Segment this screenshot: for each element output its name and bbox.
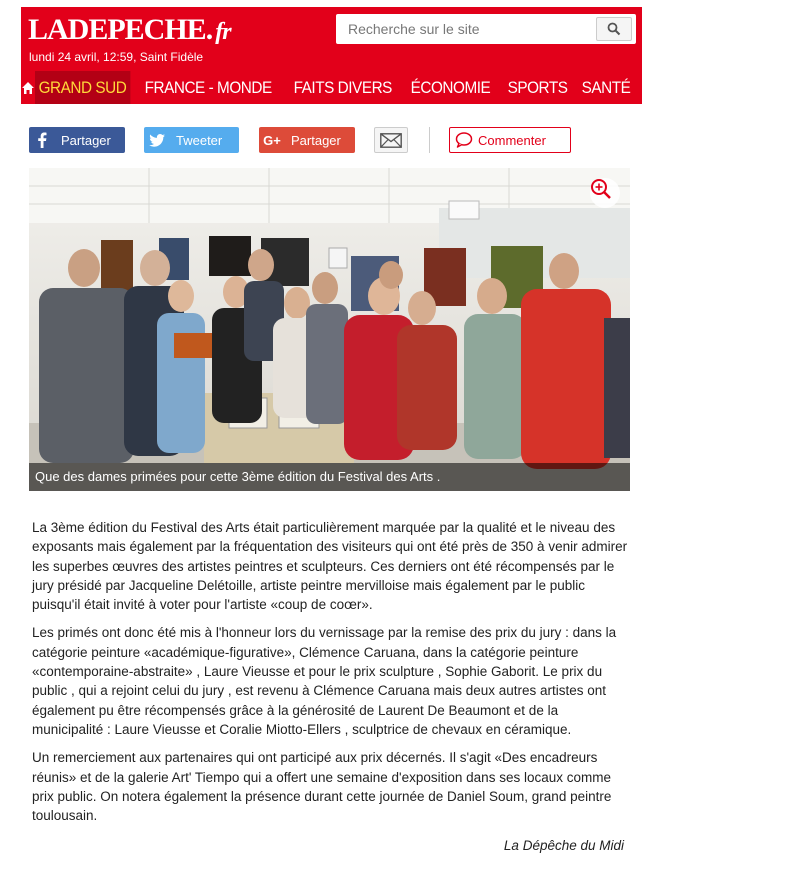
article-paragraph: Les primés ont donc été mis à l'honneur lors du vernissage par la remise des prix du jury : dans la catégorie peinture «académique-figurative», Clémence Caruana, dans la catégorie peinture «contemporaine-abstraite» , Laure Vieusse et pour le prix sculpture , Sophie Gaborit. Le prix du public , qui a rejoint celui du jury , est revenu à Clémence Caruana mais deux autres artistes ont également pu être récompensés grâce à la générosité de Laurent De Beaumont et de la municipalité : Laure Vieusse et Coralie Miotto-Ellers , sculptrice de chevaux en céramique. xyxy=(32,625,617,737)
search-button[interactable] xyxy=(596,17,632,41)
share-twitter-button[interactable] xyxy=(144,127,239,153)
share-divider xyxy=(429,127,430,153)
share-email-button[interactable] xyxy=(374,127,408,153)
nav-item-faits-divers[interactable]: FAITS DIVERS xyxy=(293,78,392,97)
facebook-icon xyxy=(29,132,55,148)
zoom-icon xyxy=(590,178,612,200)
share-facebook-label: Partager xyxy=(61,132,111,148)
article-paragraph: Un remerciement aux partenaires qui ont participé aux prix décernés. Il s'agit «Des encadreurs réunis» et de la galerie Art' Tiempo qui a offert une semaine d'exposition dans ses locaux comme prix public. On notera également la présence durant cette journée de Daniel Soum, grand peintre toulousain. xyxy=(32,750,612,824)
twitter-icon xyxy=(144,134,170,147)
nav-item-economie[interactable]: ÉCONOMIE xyxy=(410,78,491,97)
share-gplus-label: Partager xyxy=(291,132,341,148)
photo-scene xyxy=(29,168,630,491)
article-paragraph: La 3ème édition du Festival des Arts était particulièrement marquée par la qualité et le niveau des exposants mais également par la fréquentation des visiteurs qui ont été près de 350 à venir admirer les superbes œuvres des artistes peintres et sculpteurs. Ces derniers ont été récompensés par le jury présidé par Jacqueline Delétoille, artiste peintre mervilloise mais également par le public puisqu'il était invité à voter pour l'artiste «coup de coœr». xyxy=(32,520,628,613)
nav-item-grand-sud[interactable]: GRAND SUD xyxy=(35,71,130,104)
site-header xyxy=(21,7,800,104)
search-box xyxy=(336,14,636,44)
article-signature: La Dépêche du Midi xyxy=(503,838,624,853)
nav-item-tv-people[interactable]: TV-PEOPLE xyxy=(643,78,725,97)
nav-item-sports[interactable]: SPORTS xyxy=(507,78,568,97)
nav-item-france-monde[interactable]: FRANCE - MONDE xyxy=(144,78,272,97)
mail-icon xyxy=(380,133,402,148)
main-nav xyxy=(21,71,800,104)
article-photo[interactable] xyxy=(29,168,630,491)
share-facebook-button[interactable] xyxy=(29,127,125,153)
photo-caption: Que des dames primées pour cette 3ème édition du Festival des Arts . xyxy=(29,463,630,491)
zoom-button[interactable] xyxy=(590,178,620,208)
nav-item-sante[interactable]: SANTÉ xyxy=(581,78,631,97)
site-logo[interactable]: LADEPECHE. fr xyxy=(28,13,231,46)
search-input[interactable] xyxy=(336,14,596,44)
comment-label: Commenter xyxy=(478,132,546,148)
article-body xyxy=(32,518,632,834)
gplus-icon: G+ xyxy=(263,132,281,148)
nav-item-loisirs[interactable]: LOISIRS xyxy=(741,78,800,97)
share-gplus-button[interactable] xyxy=(259,127,355,153)
share-twitter-label: Tweeter xyxy=(176,132,223,148)
nav-home[interactable] xyxy=(21,71,35,104)
comment-button[interactable] xyxy=(449,127,571,153)
current-date: lundi 24 avril, 12:59, Saint Fidèle xyxy=(29,50,204,64)
home-icon xyxy=(21,81,35,95)
comment-icon xyxy=(450,132,478,148)
search-icon xyxy=(607,22,621,36)
